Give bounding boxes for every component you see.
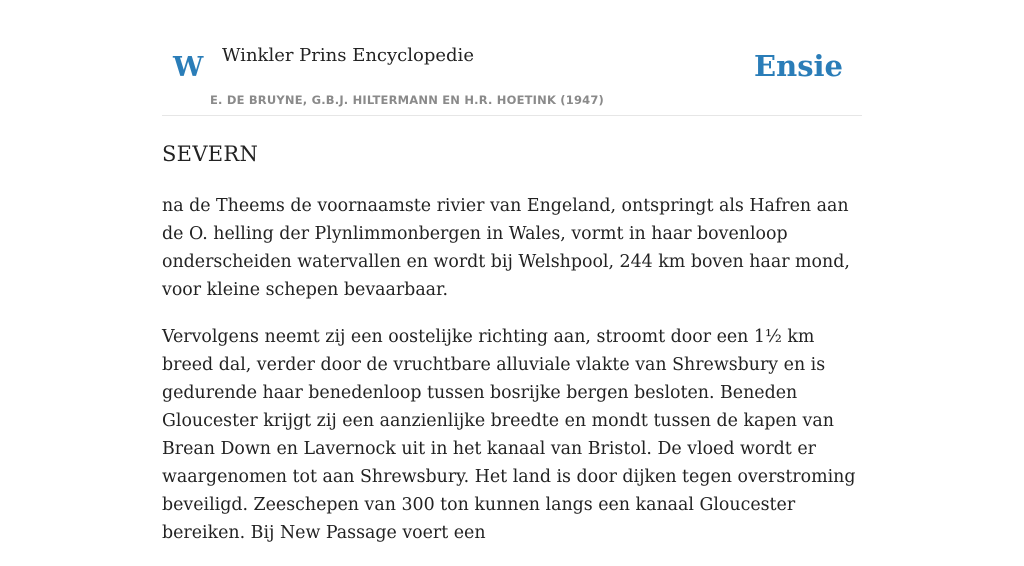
winkler-prins-logo[interactable]: W [173,52,204,83]
entry-paragraph: Vervolgens neemt zij een oostelijke richting aan, stroomt door een 1½ km breed dal, verder door de vruchtbare alluviale vlakte van Shrewsbury en is gedurende haar benedenloop tussen bosrijke bergen besloten. Beneden Gloucester krijgt zij een aanzienlijke breedte en mondt tussen de kapen van Brean Down en Lavernock uit in het kanaal van Bristol. De vloed wordt er waargenomen tot aan Shrewsbury. Het land is door dijken tegen overstroming beveiligd. Zeeschepen van 300 ton kunnen langs een kanaal Gloucester bereiken. Bij New Passage voert een [162,327,856,543]
entry-paragraph: na de Theems de voornaamste rivier van Engeland, ontspringt als Hafren aan de O. helling der Plynlimmonbergen in Wales, vormt in haar bovenloop onderscheiden watervallen en wordt bij Welshpool, 244 km boven haar mond, voor kleine schepen bevaarbaar. [162,196,850,300]
authors-line: E. DE BRUYNE, G.B.J. HILTERMANN EN H.R. HOETINK (1947) [210,93,605,107]
entry-headword: SEVERN [162,142,259,166]
header [162,30,862,116]
book-title[interactable]: Winkler Prins Encyclopedie [222,45,474,66]
entry-body [162,192,862,566]
ensie-logo[interactable]: Ensie [754,49,843,83]
